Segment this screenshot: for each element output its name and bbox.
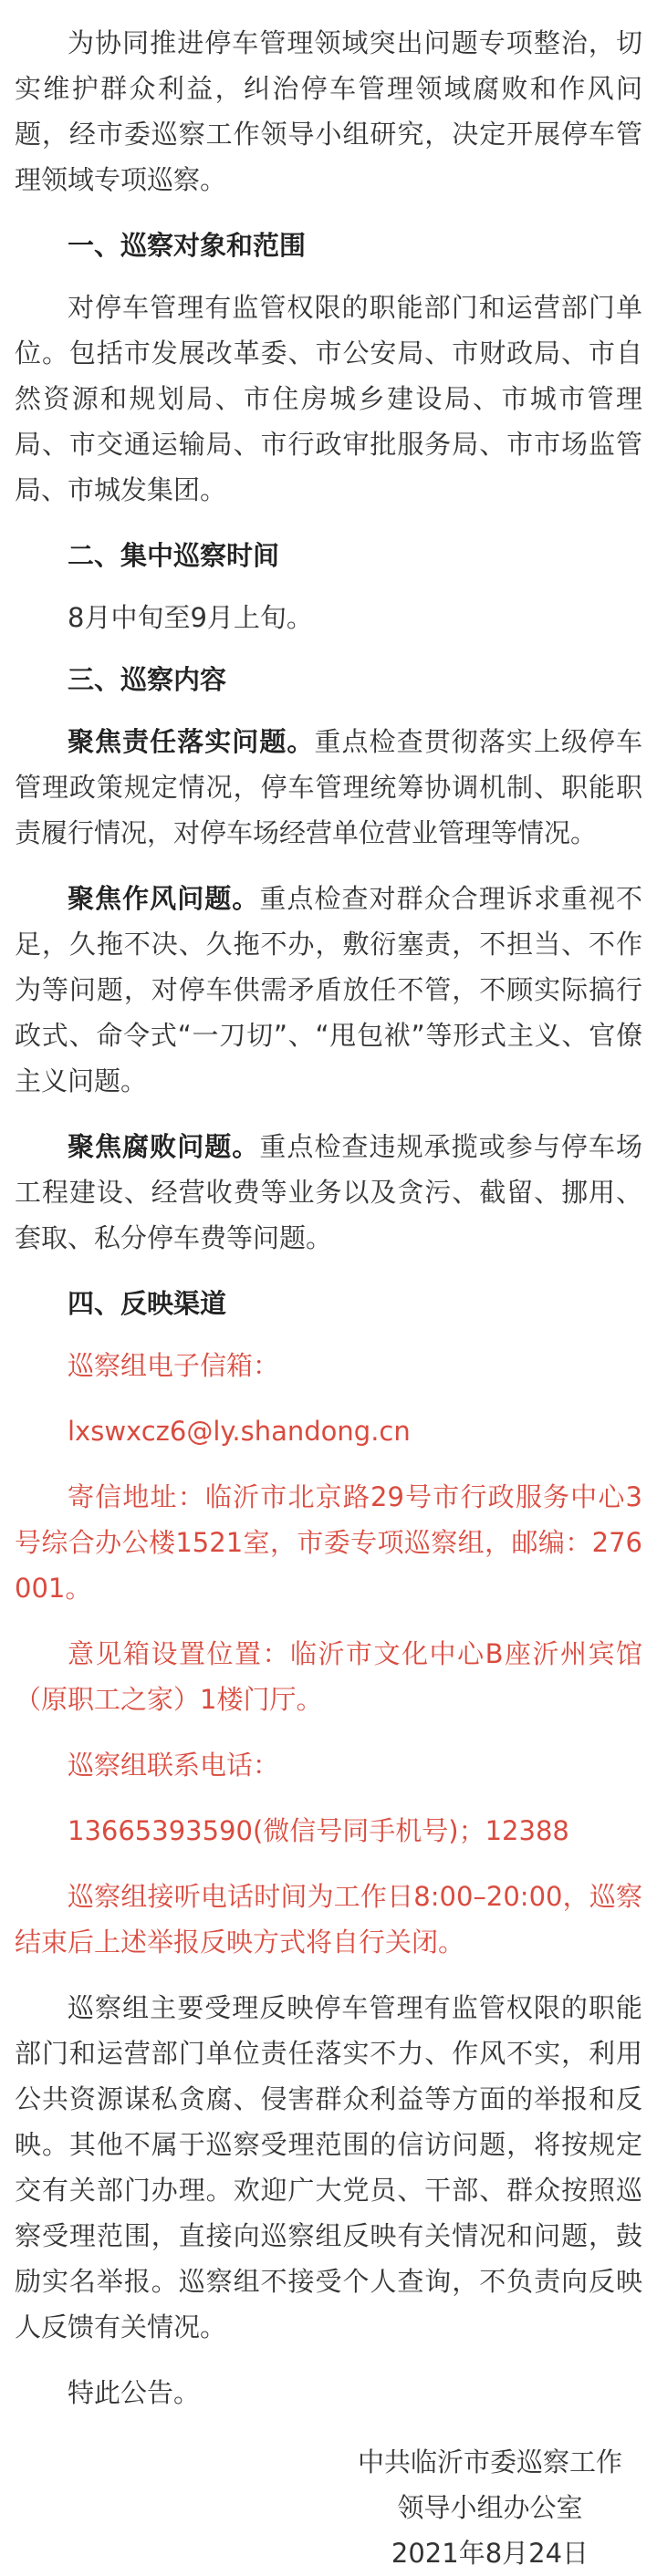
item-lead: 聚焦责任落实问题。: [68, 726, 315, 757]
item-text: 重点检查违规承揽或参与停车场工程建设、经营收费等业务以及贪污、截留、挪用、套取、私分停车费等问题。: [15, 1131, 642, 1253]
section-3-item-work-style: [15, 876, 642, 1104]
phone-number[interactable]: 13665393590(微信号同手机号)；12388: [68, 1815, 569, 1846]
section-4-heading: 四、反映渠道: [68, 1288, 227, 1319]
box-location: 意见箱设置位置：临沂市文化中心B座沂州宾馆（原职工之家）1楼门厅。: [15, 1638, 642, 1715]
signature-block: [15, 2439, 622, 2576]
signature-org-line-2: 领导小组办公室: [397, 2492, 583, 2523]
email-label: 巡察组电子信箱：: [68, 1350, 280, 1381]
section-2-body: 8月中旬至9月上旬。: [68, 602, 313, 633]
section-3-item-corruption: [15, 1124, 642, 1261]
item-text: 重点检查贯彻落实上级停车管理政策规定情况，停车管理统筹协调机制、职能职责履行情况，对停车场经营单位营业管理等情况。: [15, 726, 642, 848]
section-3-item-responsibility: [15, 719, 642, 856]
scope-note: 巡察组主要受理反映停车管理有监管权限的职能部门和运营部门单位责任落实不力、作风不实，利用公共资源谋私贪腐、侵害群众利益等方面的举报和反映。其他不属于巡察受理范围的信访问题，将按规定交有关部门办理。欢迎广大党员、干部、群众按照巡察受理范围，直接向巡察组反映有关情况和问题，鼓励实名举报。巡察组不接受个人查询，不负责向反映人反馈有关情况。: [15, 1992, 642, 2342]
item-lead: 聚焦腐败问题。: [68, 1131, 260, 1162]
signature-org-line-1: 中共临沂市委巡察工作: [357, 2446, 622, 2477]
closing-line: 特此公告。: [68, 2377, 201, 2408]
phone-hours: 巡察组接听电话时间为工作日8:00–20:00，巡察结束后上述举报反映方式将自行关闭。: [15, 1881, 642, 1958]
section-1-heading: 一、巡察对象和范围: [68, 230, 307, 261]
section-3-heading: 三、巡察内容: [68, 664, 227, 695]
section-1-body: 对停车管理有监管权限的职能部门和运营部门单位。包括市发展改革委、市公安局、市财政局、市自然资源和规划局、市住房城乡建设局、市城市管理局、市交通运输局、市行政审批服务局、市市场监管局、市城发集团。: [15, 292, 642, 505]
section-2-heading: 二、集中巡察时间: [68, 540, 280, 571]
email-link[interactable]: lxswxcz6@ly.shandong.cn: [68, 1416, 411, 1447]
signature-lines: [358, 2439, 622, 2576]
item-lead: 聚焦作风问题。: [68, 883, 260, 914]
item-text: 重点检查对群众合理诉求重视不足，久拖不决、久拖不办，敷衍塞责，不担当、不作为等问题，对停车供需矛盾放任不管，不顾实际搞行政式、命令式“一刀切”、“甩包袱”等形式主义、官僚主义问题。: [15, 883, 642, 1096]
intro-paragraph: 为协同推进停车管理领域突出问题专项整治，切实维护群众利益，纠治停车管理领域腐败和作风问题，经市委巡察工作领导小组研究，决定开展停车管理领域专项巡察。: [15, 27, 642, 195]
mail-address: 寄信地址：临沂市北京路29号市行政服务中心3号综合办公楼1521室，市委专项巡察组，邮编：276001。: [15, 1481, 642, 1604]
signature-date: 2021年8月24日: [391, 2538, 589, 2569]
phone-label: 巡察组联系电话：: [68, 1750, 280, 1781]
